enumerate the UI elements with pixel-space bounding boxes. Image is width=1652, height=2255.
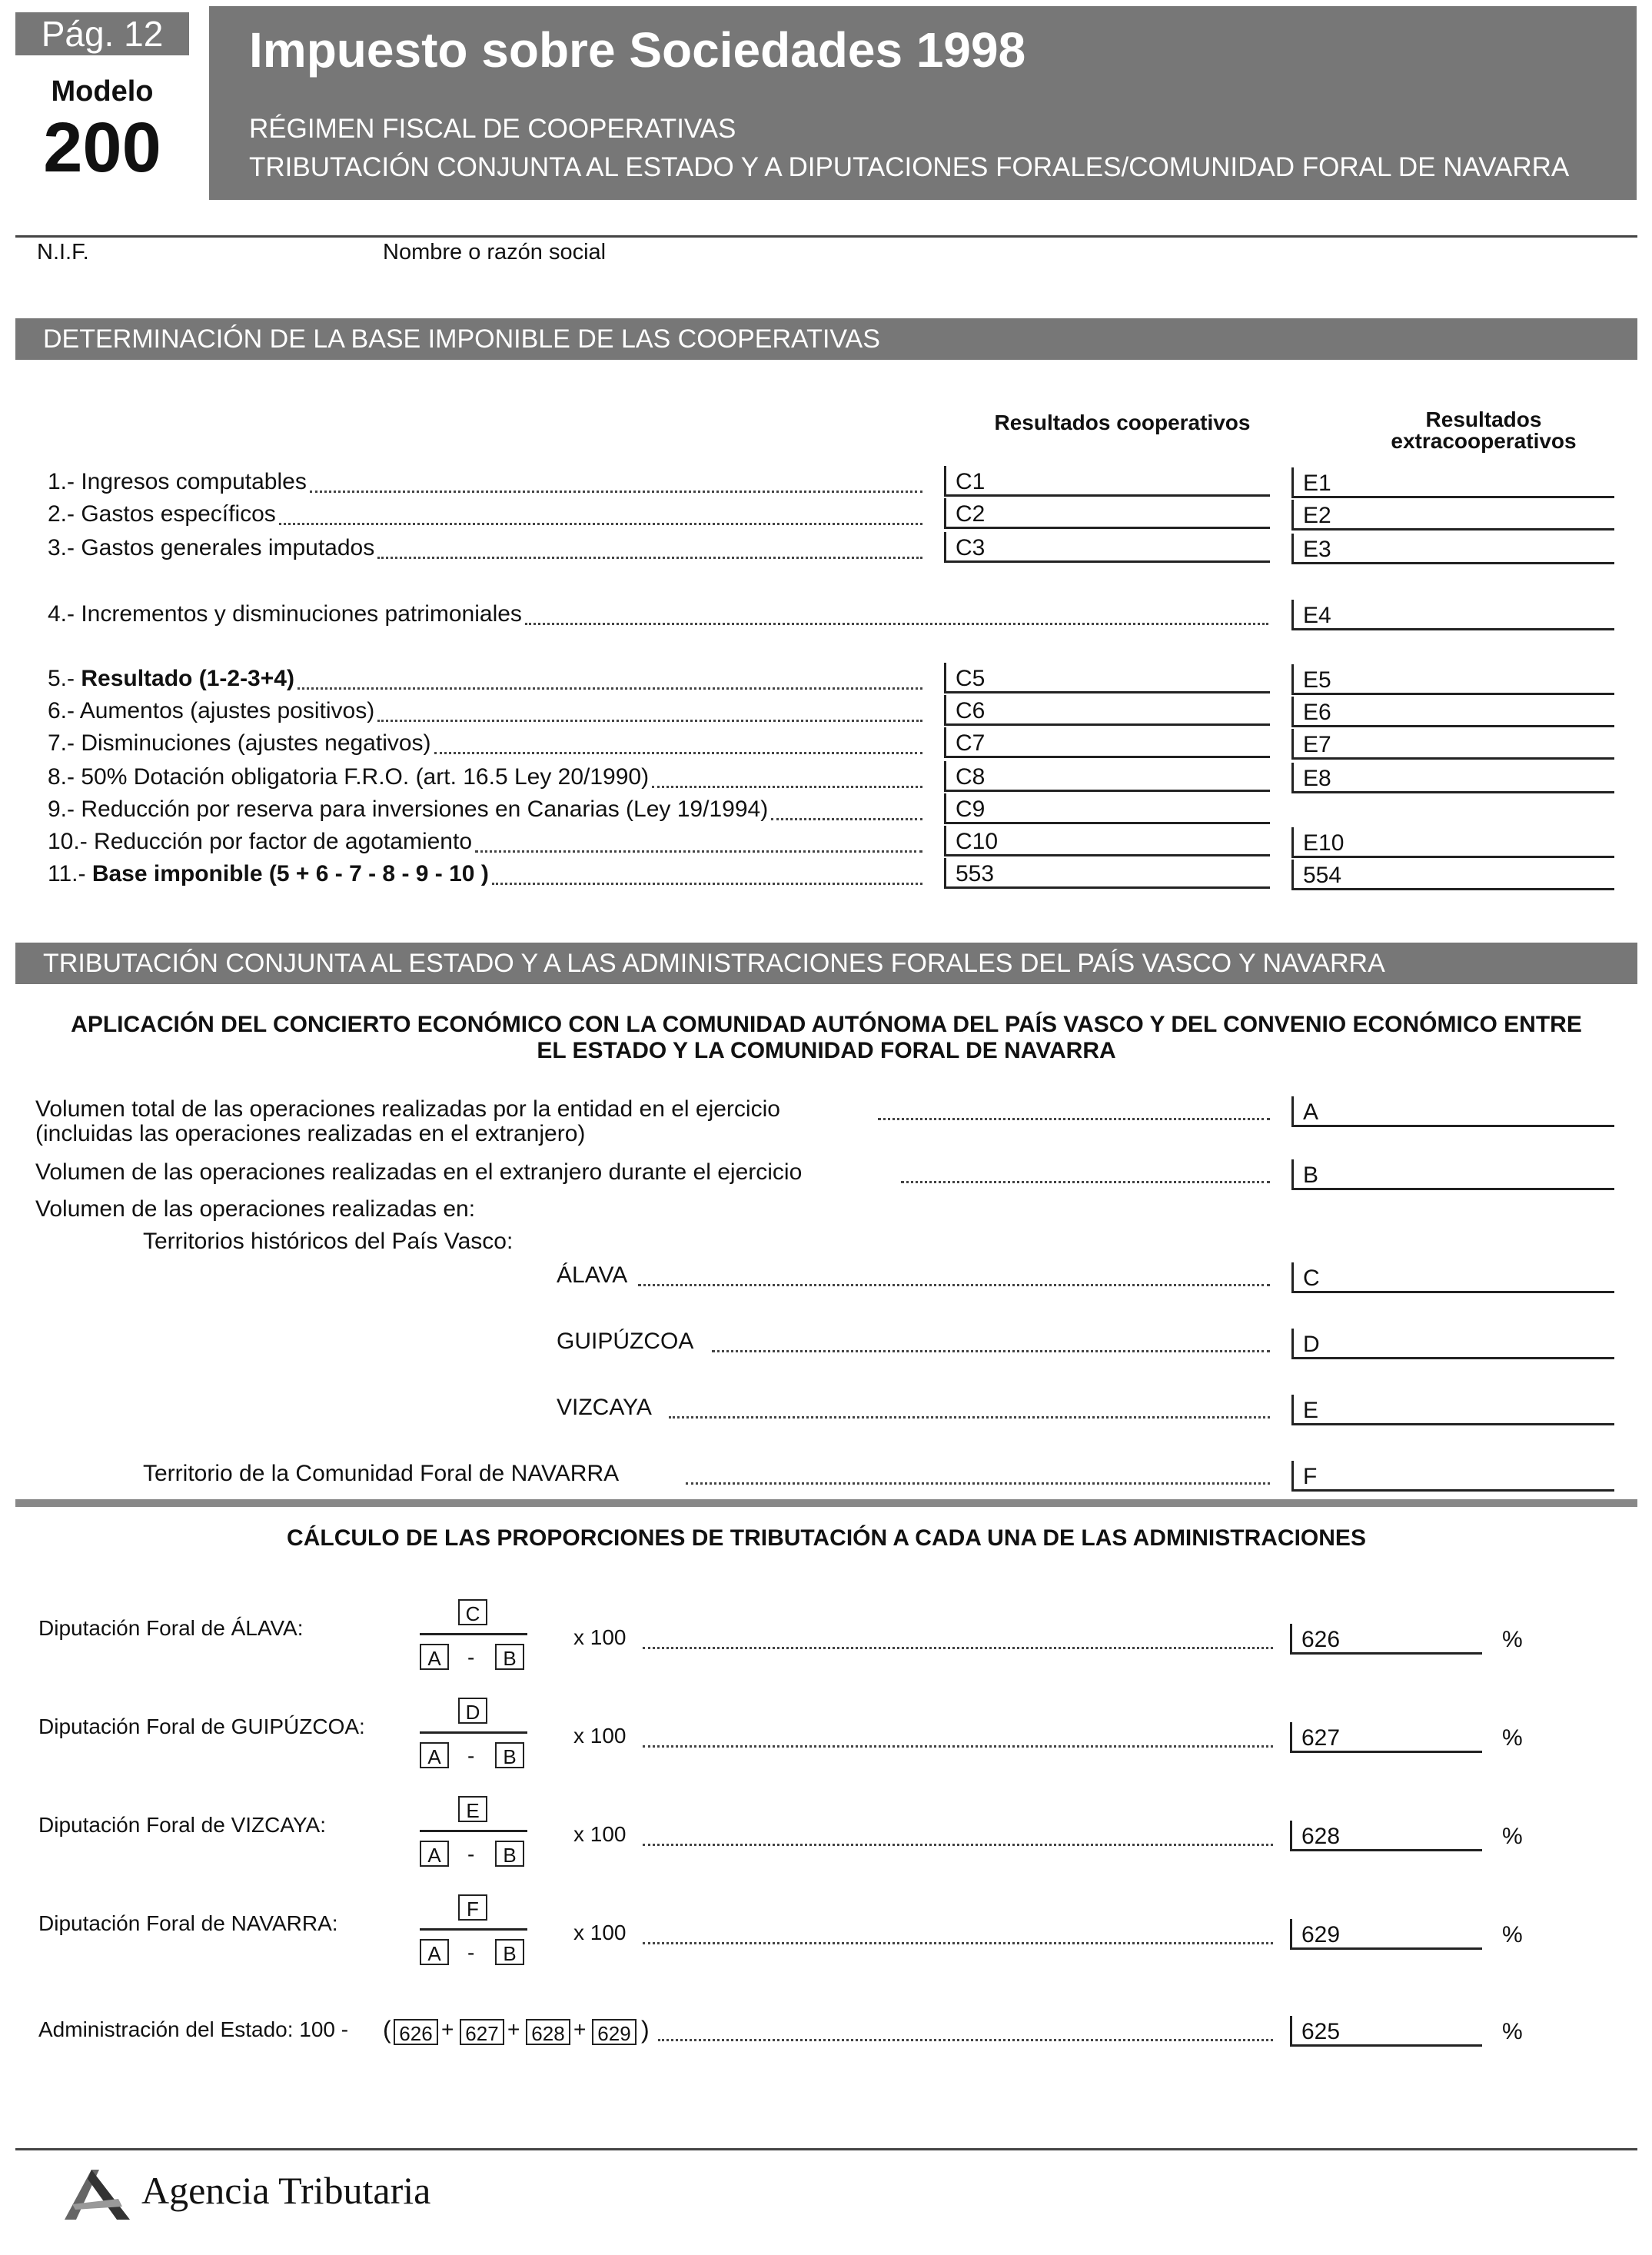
field-coop-C2[interactable] bbox=[944, 498, 1270, 529]
row-num: 11.- bbox=[48, 861, 92, 886]
box-code: A bbox=[1303, 1099, 1319, 1125]
field-A[interactable] bbox=[1291, 1096, 1614, 1127]
fraction-line bbox=[420, 1928, 527, 1931]
times-100: x 100 bbox=[573, 1921, 627, 1944]
row-label bbox=[48, 666, 294, 692]
field-coop-C3[interactable] bbox=[944, 532, 1270, 563]
row-bold-label: Base imponible (5 + 6 - 7 - 8 - 9 - 10 ) bbox=[91, 861, 489, 886]
vol-total-note: (incluidas las operaciones realizadas en el extranjero) bbox=[35, 1121, 586, 1146]
row-label: 9.- Reducción por reserva para inversiones en Canarias (Ley 19/1994) bbox=[48, 797, 769, 822]
row-label: 4.- Incrementos y disminuciones patrimoniales bbox=[48, 601, 522, 627]
numerator-box: C bbox=[458, 1599, 487, 1625]
field-extra-E7[interactable] bbox=[1291, 729, 1614, 760]
box-code: C7 bbox=[956, 730, 986, 756]
percent-sign: % bbox=[1502, 1824, 1523, 1849]
box-code: C1 bbox=[956, 469, 986, 494]
box-code: C10 bbox=[956, 829, 999, 854]
percent-sign: % bbox=[1502, 1922, 1523, 1947]
row-bold-label: Resultado (1-2-3+4) bbox=[81, 666, 294, 691]
box-code: B bbox=[1303, 1162, 1319, 1188]
box-code: E7 bbox=[1303, 732, 1331, 757]
field-coop-C1[interactable] bbox=[944, 466, 1270, 497]
denominator-A: A bbox=[420, 1939, 449, 1965]
leader-dots bbox=[643, 1844, 1273, 1846]
box-code: C5 bbox=[956, 666, 986, 691]
row-label: 2.- Gastos específicos bbox=[48, 501, 276, 527]
footer-divider bbox=[15, 2148, 1637, 2150]
vizcaya-label: VIZCAYA bbox=[557, 1395, 652, 1420]
field-coop-C5[interactable] bbox=[944, 663, 1270, 693]
minus-sign: - bbox=[467, 1842, 475, 1866]
field-coop-553[interactable] bbox=[944, 858, 1270, 889]
minus-sign: - bbox=[467, 1941, 475, 1964]
box-code: E8 bbox=[1303, 766, 1331, 791]
nif-label: N.I.F. bbox=[37, 240, 89, 264]
box-code: C8 bbox=[956, 764, 986, 790]
box-code: C bbox=[1303, 1266, 1320, 1291]
leader-dots bbox=[377, 557, 922, 559]
leader-dots bbox=[279, 523, 922, 525]
leader-dots bbox=[643, 1647, 1273, 1649]
field-extra-E5[interactable] bbox=[1291, 664, 1614, 695]
diputacion-label: Diputación Foral de ÁLAVA: bbox=[38, 1616, 304, 1640]
box-code: E bbox=[1303, 1398, 1319, 1423]
row-label: 3.- Gastos generales imputados bbox=[48, 535, 375, 560]
row-label: 10.- Reducción por factor de agotamiento bbox=[48, 829, 472, 854]
col-header-cooperativos: Resultados cooperativos bbox=[994, 411, 1251, 434]
agencia-logo-icon bbox=[57, 2162, 134, 2223]
times-100: x 100 bbox=[573, 1724, 627, 1748]
section-divider bbox=[15, 1499, 1637, 1507]
field-625[interactable] bbox=[1290, 2016, 1482, 2047]
fraction-line bbox=[420, 1633, 527, 1635]
field-628[interactable] bbox=[1290, 1821, 1482, 1851]
section-bar-tributacion-conjunta: TRIBUTACIÓN CONJUNTA AL ESTADO Y A LAS ADMINISTRACIONES FORALES DEL PAÍS VASCO Y NAVARRA bbox=[15, 943, 1637, 984]
box-code: 626 bbox=[1301, 1627, 1341, 1652]
box-code: D bbox=[1303, 1332, 1320, 1357]
leader-dots bbox=[652, 786, 922, 788]
box-code: E2 bbox=[1303, 503, 1331, 528]
leader-dots bbox=[901, 1181, 1270, 1183]
box-code: 628 bbox=[1301, 1824, 1341, 1849]
fraction-line bbox=[420, 1731, 527, 1734]
box-code: E4 bbox=[1303, 603, 1331, 628]
divider bbox=[15, 235, 1637, 238]
field-extra-E10[interactable] bbox=[1291, 827, 1614, 858]
minus-sign: - bbox=[467, 1645, 475, 1669]
denominator-B: B bbox=[495, 1841, 524, 1867]
diputacion-label: Diputación Foral de GUIPÚZCOA: bbox=[38, 1715, 365, 1738]
field-coop-C6[interactable] bbox=[944, 695, 1270, 726]
row-label: 1.- Ingresos computables bbox=[48, 469, 307, 494]
box-code: E6 bbox=[1303, 700, 1331, 725]
denominator-A: A bbox=[420, 1644, 449, 1670]
field-extra-E6[interactable] bbox=[1291, 697, 1614, 727]
field-extra-E1[interactable] bbox=[1291, 467, 1614, 498]
header-banner bbox=[209, 6, 1637, 200]
box-code: C9 bbox=[956, 797, 986, 822]
vol-total-label: Volumen total de las operaciones realizadas por la entidad en el ejercicio bbox=[35, 1096, 780, 1122]
box-code: E5 bbox=[1303, 667, 1331, 693]
field-629[interactable] bbox=[1290, 1919, 1482, 1950]
box-code: 629 bbox=[1301, 1922, 1341, 1947]
leader-dots bbox=[638, 1284, 1270, 1286]
minus-sign: - bbox=[467, 1744, 475, 1768]
field-coop-C9[interactable] bbox=[944, 793, 1270, 824]
box-code: 627 bbox=[1301, 1725, 1341, 1751]
row-label: 8.- 50% Dotación obligatoria F.R.O. (art. 16.5 Ley 20/1990) bbox=[48, 764, 650, 790]
plus-sign: + bbox=[573, 2017, 587, 2041]
numerator-box: E bbox=[458, 1796, 487, 1822]
leader-dots bbox=[492, 883, 922, 885]
page-number: Pág. 12 bbox=[15, 12, 189, 55]
nombre-label: Nombre o razón social bbox=[383, 240, 607, 264]
agency-name: Agencia Tributaria bbox=[141, 2169, 431, 2212]
estado-label: Administración del Estado: 100 - bbox=[38, 2017, 349, 2041]
percent-sign: % bbox=[1502, 1725, 1523, 1751]
modelo-label: Modelo bbox=[51, 75, 154, 108]
plus-sign: + bbox=[441, 2017, 454, 2041]
fraction-line bbox=[420, 1830, 527, 1832]
field-coop-C8[interactable] bbox=[944, 761, 1270, 792]
field-extra-E2[interactable] bbox=[1291, 500, 1614, 530]
field-B[interactable] bbox=[1291, 1159, 1614, 1190]
field-extra-E3[interactable] bbox=[1291, 534, 1614, 564]
vol-en-label: Volumen de las operaciones realizadas en: bbox=[35, 1196, 476, 1222]
leader-dots bbox=[525, 623, 1268, 625]
ref-629: 629 bbox=[592, 2019, 637, 2045]
times-100: x 100 bbox=[573, 1625, 627, 1649]
leader-dots bbox=[434, 752, 922, 754]
leader-dots bbox=[643, 1942, 1273, 1944]
field-D[interactable] bbox=[1291, 1329, 1614, 1359]
box-code: C6 bbox=[956, 698, 986, 723]
form-subtitle-2: TRIBUTACIÓN CONJUNTA AL ESTADO Y A DIPUTACIONES FORALES/COMUNIDAD FORAL DE NAVARRA bbox=[249, 152, 1570, 182]
leader-dots bbox=[310, 491, 922, 493]
denominator-A: A bbox=[420, 1742, 449, 1768]
denominator-B: B bbox=[495, 1939, 524, 1965]
modelo-number: 200 bbox=[43, 108, 161, 187]
leader-dots bbox=[297, 687, 922, 690]
guipuzcoa-label: GUIPÚZCOA bbox=[557, 1329, 694, 1354]
ref-627: 627 bbox=[460, 2019, 504, 2045]
box-code: C2 bbox=[956, 501, 986, 527]
leader-dots bbox=[377, 720, 922, 722]
col-header-extracooperativos-2: extracooperativos bbox=[1391, 429, 1577, 453]
vol-ext-label: Volumen de las operaciones realizadas en el extranjero durante el ejercicio bbox=[35, 1159, 803, 1185]
leader-dots bbox=[686, 1482, 1270, 1485]
field-626[interactable] bbox=[1290, 1624, 1482, 1655]
leader-dots bbox=[771, 818, 922, 820]
row-label: 7.- Disminuciones (ajustes negativos) bbox=[48, 730, 431, 756]
box-code: C3 bbox=[956, 535, 986, 560]
territorios-label: Territorios históricos del País Vasco: bbox=[143, 1229, 514, 1254]
box-code: E10 bbox=[1303, 830, 1345, 856]
box-code: F bbox=[1303, 1464, 1318, 1489]
leader-dots bbox=[658, 2039, 1273, 2041]
row-num: 5.- bbox=[48, 666, 81, 691]
denominator-A: A bbox=[420, 1841, 449, 1867]
nif-field[interactable] bbox=[15, 269, 1637, 308]
row-label: 6.- Aumentos (ajustes positivos) bbox=[48, 698, 375, 723]
field-C[interactable] bbox=[1291, 1262, 1614, 1293]
denominator-B: B bbox=[495, 1644, 524, 1670]
box-code: E3 bbox=[1303, 537, 1331, 562]
form-subtitle-1: RÉGIMEN FISCAL DE COOPERATIVAS bbox=[249, 114, 736, 144]
percent-sign: % bbox=[1502, 2019, 1523, 2044]
col-header-extracooperativos-1: Resultados bbox=[1425, 407, 1542, 431]
leader-dots bbox=[878, 1118, 1270, 1120]
form-title: Impuesto sobre Sociedades 1998 bbox=[249, 22, 1026, 78]
row-label bbox=[48, 861, 489, 887]
ref-628: 628 bbox=[526, 2019, 570, 2045]
paren-open: ( bbox=[383, 2016, 391, 2044]
times-100: x 100 bbox=[573, 1822, 627, 1846]
diputacion-label: Diputación Foral de NAVARRA: bbox=[38, 1911, 338, 1935]
leader-dots bbox=[712, 1350, 1270, 1352]
field-F[interactable] bbox=[1291, 1461, 1614, 1492]
leader-dots bbox=[669, 1416, 1270, 1419]
section-bar-base-imponible: DETERMINACIÓN DE LA BASE IMPONIBLE DE LAS COOPERATIVAS bbox=[15, 318, 1637, 360]
numerator-box: D bbox=[458, 1698, 487, 1724]
field-coop-C7[interactable] bbox=[944, 727, 1270, 758]
ref-626: 626 bbox=[394, 2019, 438, 2045]
concierto-heading-2: EL ESTADO Y LA COMUNIDAD FORAL DE NAVARRA bbox=[537, 1038, 1116, 1063]
concierto-heading-1: APLICACIÓN DEL CONCIERTO ECONÓMICO CON LA COMUNIDAD AUTÓNOMA DEL PAÍS VASCO Y DEL CONVENIO ECONÓMICO ENTRE bbox=[71, 1012, 1582, 1037]
box-code: 553 bbox=[956, 861, 995, 886]
diputacion-label: Diputación Foral de VIZCAYA: bbox=[38, 1813, 327, 1837]
leader-dots bbox=[475, 850, 922, 853]
field-extra-554[interactable] bbox=[1291, 860, 1614, 890]
field-627[interactable] bbox=[1290, 1722, 1482, 1753]
navarra-label: Territorio de la Comunidad Foral de NAVARRA bbox=[143, 1461, 620, 1486]
field-coop-C10[interactable] bbox=[944, 826, 1270, 856]
leader-dots bbox=[643, 1745, 1273, 1748]
plus-sign: + bbox=[507, 2017, 520, 2041]
field-extra-E4[interactable] bbox=[1291, 600, 1614, 630]
field-E[interactable] bbox=[1291, 1395, 1614, 1425]
numerator-box: F bbox=[458, 1894, 487, 1921]
box-code: 554 bbox=[1303, 863, 1342, 888]
percent-sign: % bbox=[1502, 1627, 1523, 1652]
field-extra-E8[interactable] bbox=[1291, 763, 1614, 793]
proporciones-heading: CÁLCULO DE LAS PROPORCIONES DE TRIBUTACIÓN A CADA UNA DE LAS ADMINISTRACIONES bbox=[287, 1525, 1366, 1551]
denominator-B: B bbox=[495, 1742, 524, 1768]
paren-close: ) bbox=[641, 2016, 650, 2044]
box-code: 625 bbox=[1301, 2019, 1341, 2044]
alava-label: ÁLAVA bbox=[557, 1262, 628, 1288]
box-code: E1 bbox=[1303, 471, 1331, 496]
